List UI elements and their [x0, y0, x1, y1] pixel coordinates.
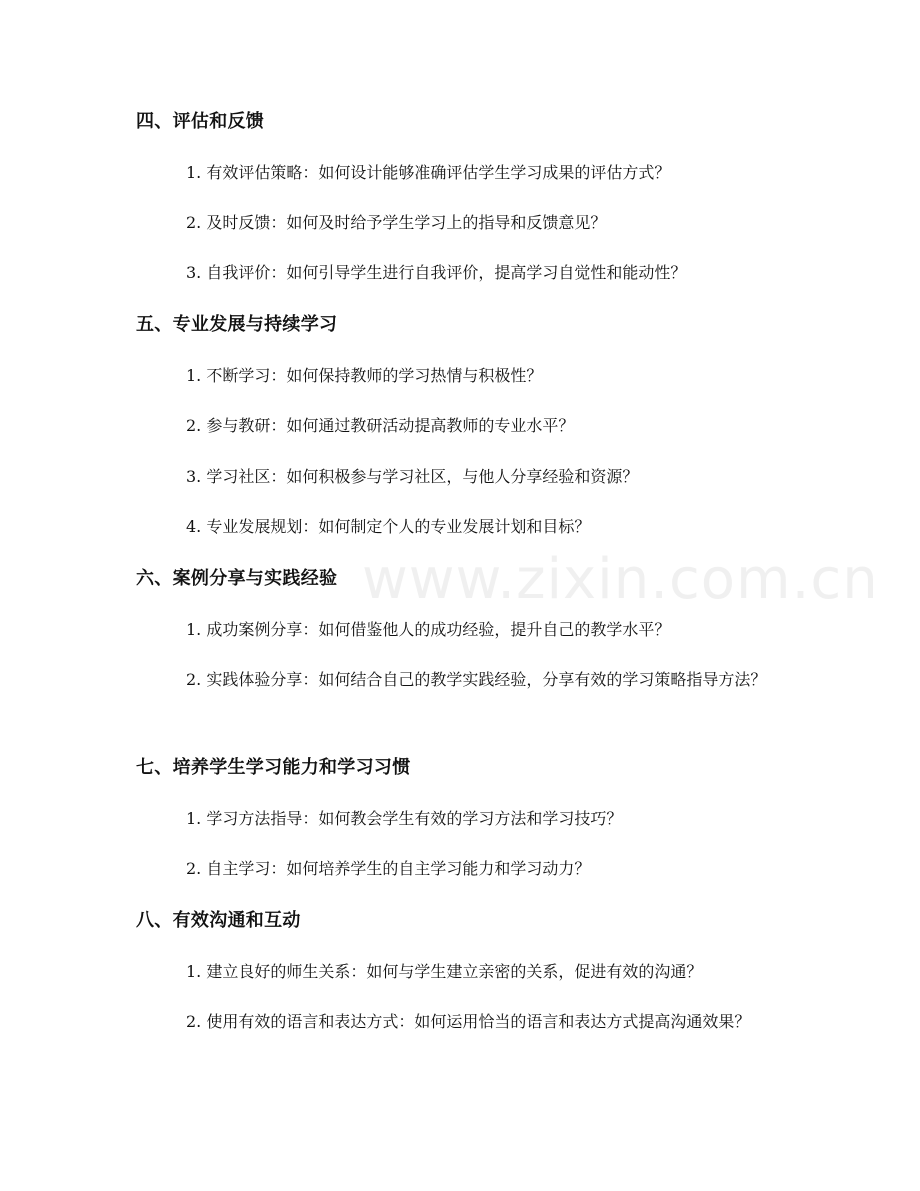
list-item: 3. 自我评价：如何引导学生进行自我评价，提高学习自觉性和能动性？	[186, 263, 687, 282]
list-item: 2. 实践体验分享：如何结合自己的教学实践经验，分享有效的学习策略指导方法？	[186, 670, 767, 689]
section-heading-learning-ability: 七、培养学生学习能力和学习习惯	[136, 757, 411, 778]
list-item: 3. 学习社区：如何积极参与学习社区，与他人分享经验和资源？	[186, 467, 639, 486]
list-item: 1. 学习方法指导：如何教会学生有效的学习方法和学习技巧？	[186, 809, 623, 828]
list-item: 2. 自主学习：如何培养学生的自主学习能力和学习动力？	[186, 859, 591, 878]
list-item: 1. 建立良好的师生关系：如何与学生建立亲密的关系，促进有效的沟通？	[186, 962, 703, 981]
list-item: 1. 有效评估策略：如何设计能够准确评估学生学习成果的评估方式？	[186, 163, 671, 182]
list-item: 1. 成功案例分享：如何借鉴他人的成功经验，提升自己的教学水平？	[186, 620, 671, 639]
list-item: 4. 专业发展规划：如何制定个人的专业发展计划和目标？	[186, 517, 591, 536]
watermark: www.zixin.com.cn	[362, 547, 879, 612]
list-item: 2. 及时反馈：如何及时给予学生学习上的指导和反馈意见？	[186, 213, 607, 232]
list-item: 2. 使用有效的语言和表达方式：如何运用恰当的语言和表达方式提高沟通效果？	[186, 1012, 751, 1031]
list-item: 2. 参与教研：如何通过教研活动提高教师的专业水平？	[186, 416, 575, 435]
section-heading-case-sharing: 六、案例分享与实践经验	[136, 568, 338, 589]
list-item: 1. 不断学习：如何保持教师的学习热情与积极性？	[186, 366, 543, 385]
section-heading-professional-development: 五、专业发展与持续学习	[136, 314, 338, 335]
section-heading-communication: 八、有效沟通和互动	[136, 910, 301, 931]
section-heading-evaluation: 四、评估和反馈	[136, 111, 265, 132]
